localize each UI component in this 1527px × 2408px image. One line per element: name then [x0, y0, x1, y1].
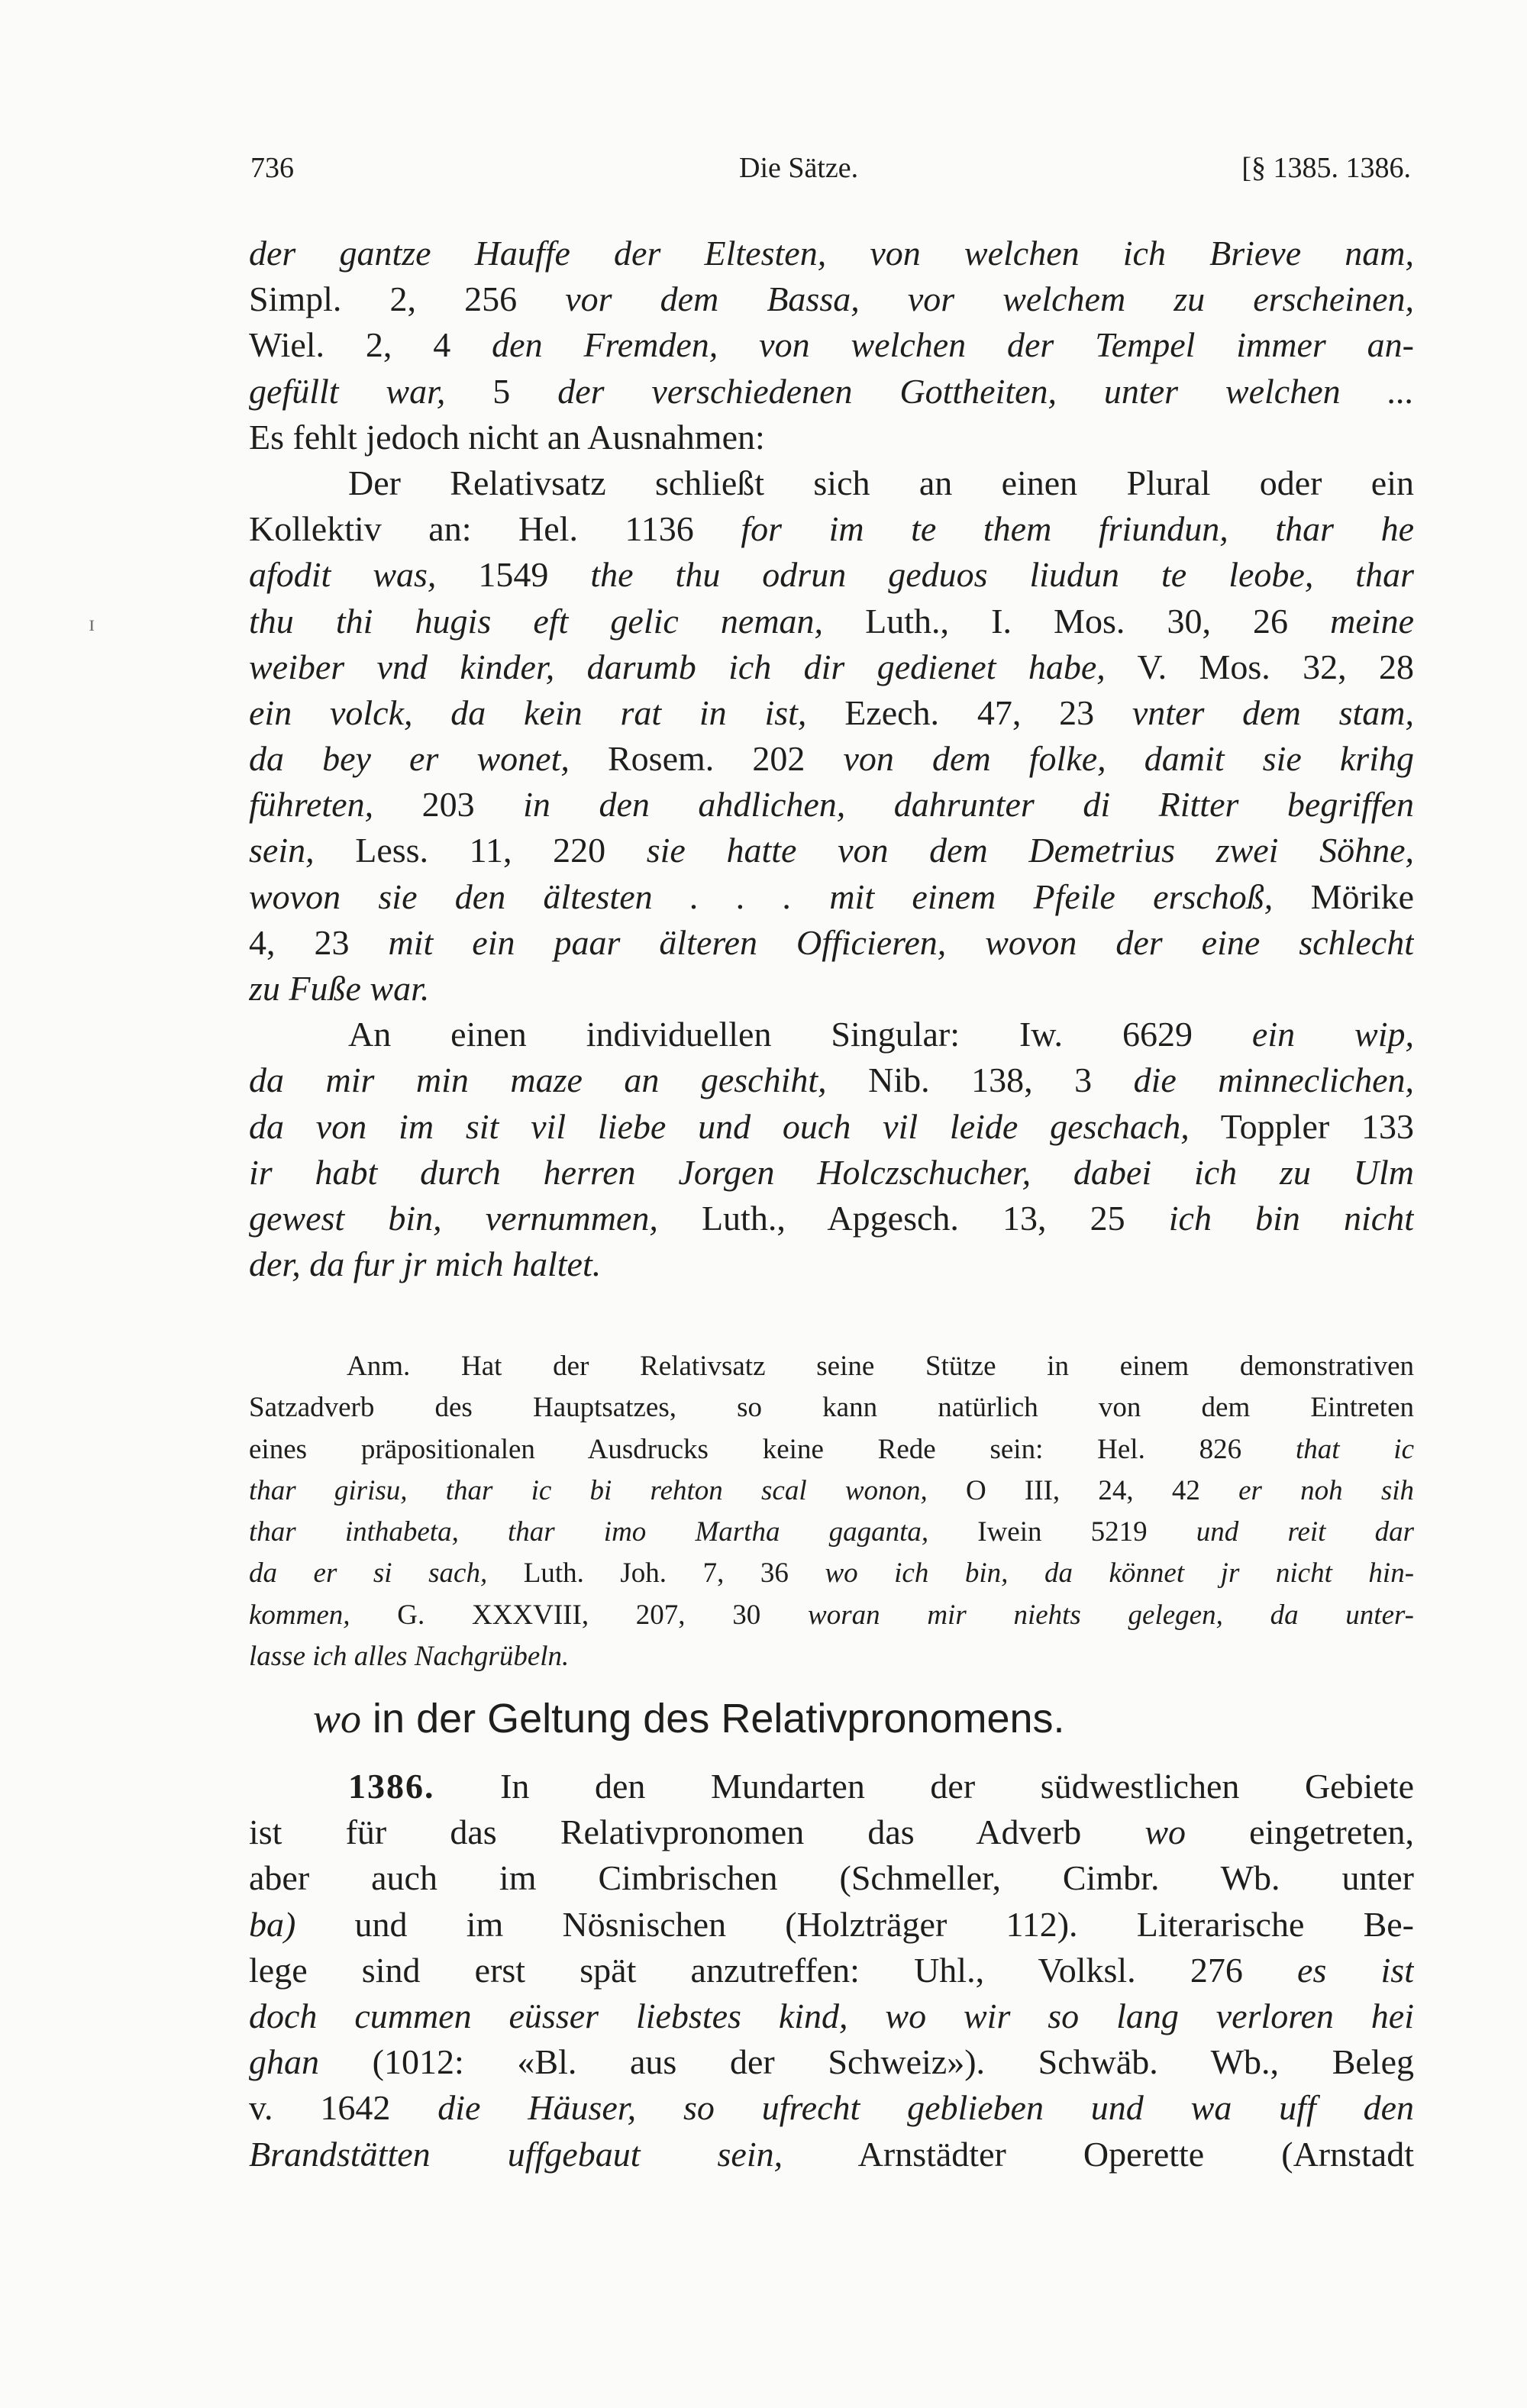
italic-segment: Brandstätten uffgebaut sein,	[249, 2134, 783, 2174]
italic-segment: afodit was,	[249, 555, 437, 595]
italic-segment: den Fremden, von welchen der Tempel immer an-	[492, 325, 1414, 365]
text-segment: 1549	[436, 555, 591, 595]
text-segment: Rosem. 202	[569, 739, 844, 779]
section-reference: [§ 1385. 1386.	[1241, 152, 1411, 184]
text-segment: Kollektiv an: Hel. 1136	[249, 509, 741, 549]
italic-segment: doch cummen eüsser liebstes kind, wo wir so lang verloren hei	[249, 1996, 1414, 2035]
text-line	[249, 736, 1414, 782]
italic-segment: sein,	[249, 831, 315, 870]
italic-segment: the thu odrun geduos liudun te leobe, thar	[590, 555, 1414, 595]
text-line	[249, 782, 1414, 828]
text-segment: G. XXXVIII, 207, 30	[350, 1599, 809, 1631]
text-segment: 5	[445, 371, 558, 411]
text-segment: Simpl. 2, 256	[249, 279, 566, 319]
italic-segment: der, da fur jr mich haltet.	[249, 1244, 602, 1284]
italic-segment: lasse ich alles Nachgrübeln.	[249, 1641, 570, 1673]
text-segment: Der Relativsatz schließt sich an einen Plural oder ein	[348, 463, 1414, 502]
running-header	[250, 151, 1411, 197]
italic-segment: da von im sit vil liebe und ouch vil leide geschach,	[249, 1106, 1190, 1146]
text-line	[249, 966, 1414, 1012]
text-line	[249, 506, 1414, 552]
text-line	[249, 1902, 1414, 1948]
text-line	[249, 460, 1414, 506]
italic-segment: gewest bin, vernummen,	[249, 1198, 658, 1238]
italic-segment: sie hatte von dem Demetrius zwei Söhne,	[646, 831, 1414, 870]
italic-segment: meine	[1330, 601, 1414, 641]
paragraph-singular	[249, 1012, 1414, 1287]
italic-segment: da bey er wonet,	[249, 739, 570, 779]
text-segment: V. Mos. 32, 28	[1105, 647, 1414, 686]
text-segment: v. 1642	[249, 2088, 438, 2128]
body-text	[249, 231, 1414, 1287]
section-number: 1386.	[348, 1767, 435, 1806]
italic-segment: ein wip,	[1251, 1015, 1414, 1054]
text-line	[249, 1012, 1414, 1057]
text-segment: Luth., I. Mos. 30, 26	[823, 601, 1331, 641]
text-line	[249, 599, 1414, 644]
text-line	[249, 322, 1414, 368]
text-line	[249, 828, 1414, 873]
text-line	[249, 1104, 1414, 1150]
text-segment: (1012: «Bl. aus der Schweiz»). Schwäb. Wb., Beleg	[319, 2042, 1414, 2082]
annotation-note	[249, 1346, 1414, 1677]
margin-mark: ɪ	[89, 611, 95, 636]
italic-segment: die minneclichen,	[1133, 1060, 1414, 1100]
text-line	[249, 1948, 1414, 1993]
running-title: Die Sätze.	[739, 152, 859, 184]
italic-segment: ich bin nicht	[1168, 1198, 1414, 1238]
text-line	[249, 415, 1414, 460]
italic-segment: kommen,	[249, 1599, 350, 1631]
italic-segment: weiber vnd kinder, darumb ich dir gedienet habe,	[249, 647, 1106, 686]
text-line	[249, 1993, 1414, 2039]
italic-segment: thu thi hugis eft gelic neman,	[249, 601, 824, 641]
text-segment: Iwein 5219	[928, 1516, 1196, 1548]
italic-segment: die Häuser, so ufrecht geblieben und wa uff den	[437, 2088, 1414, 2128]
text-segment: Luth., Apgesch. 13, 25	[657, 1198, 1169, 1238]
text-line	[249, 1150, 1414, 1196]
text-line	[249, 552, 1414, 598]
text-segment: Anm. Hat der Relativsatz seine Stütze in einem demonstrativen	[347, 1351, 1414, 1382]
text-segment: O III, 24, 42	[927, 1474, 1239, 1506]
italic-segment: vnter dem stam,	[1132, 692, 1414, 732]
italic-segment: woran mir niehts gelegen, da unter-	[808, 1599, 1414, 1631]
text-line	[249, 276, 1414, 322]
text-line	[249, 1636, 1414, 1677]
text-line	[249, 231, 1414, 276]
text-line	[249, 1595, 1414, 1636]
italic-segment: da er si sach,	[249, 1557, 488, 1590]
text-line	[249, 1553, 1414, 1594]
text-line	[249, 874, 1414, 920]
text-segment: Toppler 133	[1189, 1106, 1414, 1146]
italic-segment: vor dem Bassa, vor welchem zu erscheinen,	[565, 279, 1414, 319]
heading-rest: in der Geltung des Relativpronomens.	[361, 1696, 1065, 1741]
italic-segment: thar girisu, thar ic bi rehton scal wonon,	[249, 1474, 928, 1506]
text-line	[249, 920, 1414, 966]
text-segment: Ezech. 47, 23	[806, 692, 1132, 732]
text-segment: Mörike	[1273, 876, 1414, 916]
text-segment: An einen individuellen Singular: Iw. 6629	[348, 1015, 1252, 1054]
italic-segment: ghan	[249, 2042, 319, 2082]
text-segment: Arnstädter Operette (Arnstadt	[783, 2134, 1414, 2174]
italic-segment: ir habt durch herren Jorgen Holczschucher, dabei ich zu Ulm	[249, 1152, 1414, 1192]
text-segment: ist für das Relativpronomen das Adverb	[249, 1812, 1145, 1852]
text-line	[249, 1855, 1414, 1901]
italic-segment: wovon sie den ältesten . . . mit einem Pfeile erschoß,	[249, 876, 1274, 916]
text-segment: Es fehlt jedoch nicht an Ausnahmen:	[249, 417, 765, 457]
italic-segment: und reit dar	[1196, 1516, 1414, 1548]
page-number: 736	[250, 152, 294, 184]
text-segment: eines präpositionalen Ausdrucks keine Rede sein: Hel. 826	[249, 1433, 1296, 1465]
italic-segment: er noh sih	[1238, 1474, 1414, 1506]
section-heading	[313, 1695, 1344, 1742]
text-segment: In den Mundarten der südwestlichen Gebiete	[434, 1767, 1414, 1806]
section-1386-text	[249, 1764, 1414, 2177]
text-line	[249, 1196, 1414, 1241]
text-line	[249, 2085, 1414, 2131]
text-line	[249, 1429, 1414, 1470]
text-segment: lege sind erst spät anzutreffen: Uhl., Volksl. 276	[249, 1950, 1298, 1990]
text-line	[249, 644, 1414, 690]
text-segment: Luth. Joh. 7, 36	[487, 1557, 825, 1590]
italic-segment: es ist	[1297, 1950, 1414, 1990]
text-line	[249, 369, 1414, 415]
text-line	[249, 1809, 1414, 1855]
italic-segment: wo	[1144, 1812, 1186, 1852]
text-line	[249, 1387, 1414, 1428]
text-segment: Wiel. 2, 4	[249, 325, 492, 365]
text-line	[249, 1512, 1414, 1553]
text-line	[249, 1346, 1414, 1387]
text-segment: 4, 23	[249, 922, 389, 962]
text-line	[249, 1057, 1414, 1103]
text-segment: Satzadverb des Hauptsatzes, so kann natürlich von dem Eintreten	[249, 1392, 1414, 1424]
italic-segment: for im te them friundun, thar he	[741, 509, 1414, 549]
text-line	[249, 1764, 1414, 1809]
text-line	[249, 2132, 1414, 2177]
heading-italic-word: wo	[313, 1696, 362, 1741]
text-line	[249, 1241, 1414, 1287]
text-line	[249, 2039, 1414, 2085]
italic-segment: wo ich bin, da könnet jr nicht hin-	[825, 1557, 1414, 1590]
text-line	[249, 690, 1414, 736]
italic-segment: da mir min maze an geschiht,	[249, 1060, 827, 1100]
italic-segment: der verschiedenen Gottheiten, unter welchen ...	[557, 371, 1414, 411]
italic-segment: führeten,	[249, 785, 374, 825]
italic-segment: that ic	[1295, 1433, 1414, 1465]
text-segment: und im Nösnischen (Holzträger 112). Literarische Be-	[295, 1904, 1414, 1944]
text-segment: Nib. 138, 3	[826, 1060, 1134, 1100]
italic-segment: von dem folke, damit sie krihg	[843, 739, 1414, 779]
italic-segment: der gantze Hauffe der Eltesten, von welchen ich Brieve nam,	[249, 234, 1414, 273]
italic-segment: zu Fuße war.	[249, 969, 430, 1008]
italic-segment: gefüllt war,	[249, 371, 446, 411]
italic-segment: ba)	[249, 1904, 296, 1944]
text-segment: 203	[373, 785, 524, 825]
text-segment: eingetreten,	[1186, 1812, 1414, 1852]
italic-segment: mit ein paar älteren Officieren, wovon der eine schlecht	[388, 922, 1414, 962]
italic-segment: thar inthabeta, thar imo Martha gaganta,	[249, 1516, 929, 1548]
paragraph-plural	[249, 460, 1414, 1012]
italic-segment: in den ahdlichen, dahrunter di Ritter begriffen	[523, 785, 1414, 825]
text-segment: aber auch im Cimbrischen (Schmeller, Cimbr. Wb. unter	[249, 1858, 1414, 1898]
italic-segment: ein volck, da kein rat in ist,	[249, 692, 807, 732]
text-segment: Less. 11, 220	[314, 831, 647, 870]
text-line	[249, 1470, 1414, 1512]
